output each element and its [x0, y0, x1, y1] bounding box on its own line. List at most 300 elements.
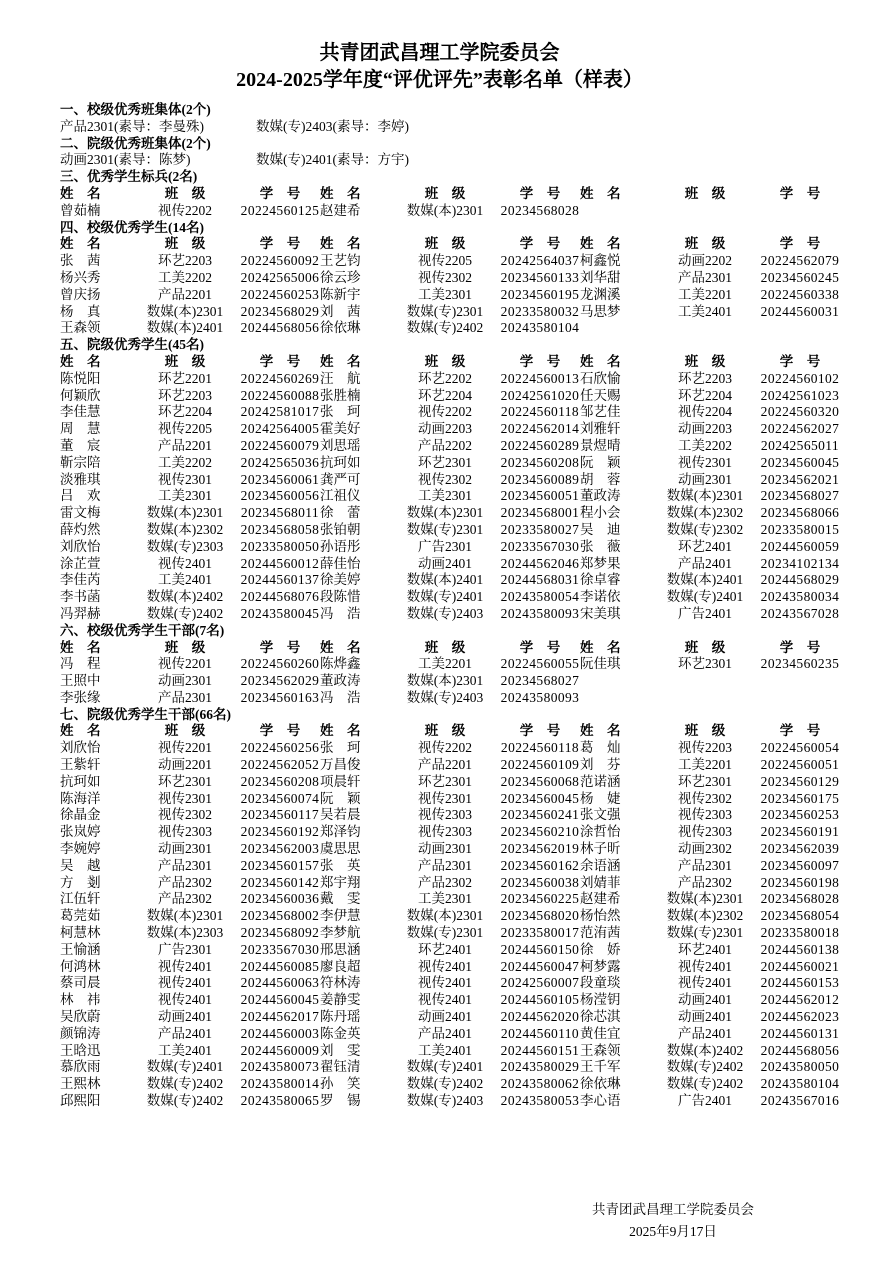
student-id: 20224562079	[760, 253, 840, 269]
student-class: 工美2201	[678, 286, 732, 302]
student-row	[60, 522, 320, 539]
table-column	[320, 354, 580, 623]
student-id: 20234568058	[240, 521, 320, 537]
student-class: 工美2401	[678, 303, 732, 319]
student-row	[320, 606, 580, 623]
student-id: 20234560036	[240, 891, 320, 907]
student-class: 视传2202	[158, 202, 212, 218]
student-id: 20243580093	[500, 689, 580, 705]
student-class: 产品2301	[418, 857, 472, 873]
student-name: 林子昕	[580, 841, 621, 857]
student-id: 20224562027	[760, 421, 840, 437]
student-class: 产品2401	[678, 1025, 732, 1041]
header-class: 班 级	[164, 185, 206, 201]
student-id: 20224560055	[500, 656, 580, 672]
student-class: 数媒(本)2401	[146, 320, 224, 336]
student-class: 动画2301	[418, 841, 472, 857]
student-name: 龙渊溪	[580, 286, 621, 302]
student-id: 20224560256	[240, 740, 320, 756]
table-column	[60, 354, 320, 623]
signature-org: 共青团武昌理工学院委员会	[592, 1202, 754, 1217]
student-class: 数媒(本)2401	[406, 572, 484, 588]
header-class: 班 级	[424, 236, 466, 252]
student-class: 产品2301	[678, 857, 732, 873]
header-student-id: 学 号	[779, 236, 821, 252]
student-id: 20244560131	[760, 1025, 840, 1041]
student-id: 20242564037	[500, 253, 580, 269]
student-id: 20224560338	[760, 286, 840, 302]
student-name: 李张缘	[60, 689, 101, 705]
student-class: 数媒(专)2301	[406, 925, 484, 941]
student-row	[580, 959, 840, 976]
student-name: 薛灼然	[60, 521, 101, 537]
student-name: 宋美琪	[580, 605, 621, 621]
student-id: 20234560045	[760, 454, 840, 470]
student-id: 20243580050	[760, 1059, 840, 1075]
header-student-id: 学 号	[259, 185, 301, 201]
student-row	[320, 371, 580, 388]
student-class: 数媒(专)2302	[666, 521, 744, 537]
student-id: 20234560191	[760, 824, 840, 840]
student-name: 范洧茜	[580, 925, 621, 941]
student-name: 李梦航	[320, 925, 361, 941]
student-row	[320, 774, 580, 791]
student-class: 环艺2201	[158, 370, 212, 386]
student-name: 冯羿赫	[60, 605, 101, 621]
student-row	[580, 992, 840, 1009]
student-row	[60, 1026, 320, 1043]
student-name: 抗珂如	[60, 773, 101, 789]
student-name: 蔡司晨	[60, 975, 101, 991]
student-row	[320, 959, 580, 976]
student-id: 20243567028	[760, 605, 840, 621]
student-id: 20234560097	[760, 857, 840, 873]
student-class: 动画2301	[158, 841, 212, 857]
student-name: 汪 航	[320, 370, 361, 386]
student-class: 产品2301	[158, 689, 212, 705]
student-name: 罗 锡	[320, 1093, 361, 1109]
student-row	[580, 253, 840, 270]
student-class: 数媒(专)2402	[406, 320, 484, 336]
student-id: 20244560063	[240, 975, 320, 991]
student-id: 20234560117	[240, 807, 320, 823]
student-row	[60, 371, 320, 388]
student-row	[580, 572, 840, 589]
student-row	[580, 975, 840, 992]
document-title-block	[0, 0, 879, 94]
student-row	[320, 572, 580, 589]
student-id: 20234568001	[500, 505, 580, 521]
student-row	[580, 505, 840, 522]
student-class: 视传2401	[158, 975, 212, 991]
student-row	[580, 740, 840, 757]
student-row	[60, 908, 320, 925]
student-id: 20234560051	[500, 488, 580, 504]
student-name: 孙语彤	[320, 538, 361, 554]
student-row	[60, 589, 320, 606]
student-id: 20233580018	[760, 925, 840, 941]
student-class: 数媒(本)2301	[406, 505, 484, 521]
student-id: 20224560269	[240, 370, 320, 386]
student-row	[320, 875, 580, 892]
student-row	[60, 925, 320, 942]
student-row	[320, 203, 580, 220]
student-name: 徐 蕾	[320, 505, 361, 521]
student-row	[60, 992, 320, 1009]
student-row	[320, 690, 580, 707]
student-row	[60, 270, 320, 287]
student-id: 20224560125	[240, 202, 320, 218]
student-name: 吴若晨	[320, 807, 361, 823]
student-id: 20244560045	[240, 992, 320, 1008]
student-class: 视传2401	[678, 958, 732, 974]
student-name: 赵建希	[320, 202, 361, 218]
class-collective-item: 产品2301(素导：李曼殊)	[60, 118, 204, 134]
header-name: 姓 名	[320, 236, 361, 252]
student-row	[60, 320, 320, 337]
student-class: 工美2202	[158, 454, 212, 470]
student-id: 20244568076	[240, 589, 320, 605]
student-name: 葛莞茹	[60, 908, 101, 924]
student-row	[60, 656, 320, 673]
student-class: 数媒(专)2401	[146, 1059, 224, 1075]
student-row	[580, 404, 840, 421]
student-row	[60, 1043, 320, 1060]
header-student-id: 学 号	[779, 185, 821, 201]
student-row	[580, 388, 840, 405]
student-name: 郑梦果	[580, 555, 621, 571]
student-class: 数媒(本)2301	[146, 908, 224, 924]
table-header-row	[580, 354, 840, 371]
student-class: 视传2301	[158, 790, 212, 806]
student-id: 20234560208	[240, 773, 320, 789]
student-id: 20243580065	[240, 1093, 320, 1109]
student-class: 数媒(本)2301	[146, 303, 224, 319]
student-id: 20244568029	[760, 572, 840, 588]
student-class: 数媒(专)2403	[406, 1093, 484, 1109]
student-name: 淡雅琪	[60, 471, 101, 487]
header-name: 姓 名	[580, 639, 621, 655]
student-row	[60, 203, 320, 220]
student-name: 王紫轩	[60, 757, 101, 773]
student-id: 20244560009	[240, 1042, 320, 1058]
student-id: 20234568054	[760, 908, 840, 924]
student-class: 数媒(本)2301	[146, 505, 224, 521]
student-row	[580, 421, 840, 438]
student-class: 环艺2204	[158, 404, 212, 420]
student-class: 视传2401	[158, 555, 212, 571]
student-name: 阮 颖	[580, 454, 621, 470]
student-name: 陈丹瑶	[320, 1009, 361, 1025]
student-name: 张胜楠	[320, 387, 361, 403]
header-name: 姓 名	[320, 723, 361, 739]
student-row	[60, 891, 320, 908]
student-row	[60, 287, 320, 304]
student-row	[320, 858, 580, 875]
section-4-table	[60, 236, 855, 337]
student-row	[580, 539, 840, 556]
student-row	[320, 891, 580, 908]
student-class: 视传2301	[158, 471, 212, 487]
student-name: 陈新宇	[320, 286, 361, 302]
student-class: 视传2205	[418, 253, 472, 269]
table-column	[60, 186, 320, 220]
student-name: 吴 迪	[580, 521, 621, 537]
student-id: 20244560150	[500, 941, 580, 957]
student-name: 陈金英	[320, 1025, 361, 1041]
student-row	[60, 572, 320, 589]
student-id: 20243580062	[500, 1076, 580, 1092]
student-row	[60, 774, 320, 791]
student-id: 20234560225	[500, 891, 580, 907]
student-name: 葛 灿	[580, 740, 621, 756]
student-id: 20234560162	[500, 857, 580, 873]
student-name: 马思梦	[580, 303, 621, 319]
student-class: 视传2401	[678, 975, 732, 991]
student-class: 环艺2202	[418, 370, 472, 386]
student-id: 20242564005	[240, 421, 320, 437]
student-name: 徐云珍	[320, 269, 361, 285]
student-id: 20234562029	[240, 673, 320, 689]
student-id: 20234562019	[500, 841, 580, 857]
student-class: 视传2401	[418, 958, 472, 974]
student-class: 工美2301	[418, 488, 472, 504]
table-column	[320, 236, 580, 337]
student-name: 曾茹楠	[60, 202, 101, 218]
sections-container	[0, 94, 879, 1110]
student-id: 20234562039	[760, 841, 840, 857]
student-name: 张 英	[320, 857, 361, 873]
student-class: 视传2401	[158, 958, 212, 974]
header-name: 姓 名	[580, 185, 621, 201]
header-name: 姓 名	[320, 185, 361, 201]
student-row	[320, 807, 580, 824]
student-row	[60, 959, 320, 976]
student-row	[580, 824, 840, 841]
student-id: 20234560253	[760, 807, 840, 823]
student-id: 20234568027	[500, 673, 580, 689]
header-class: 班 级	[684, 353, 726, 369]
student-class: 视传2201	[158, 656, 212, 672]
student-id: 20224560260	[240, 656, 320, 672]
student-name: 冯 程	[60, 656, 101, 672]
student-id: 20244560059	[760, 538, 840, 554]
table-column	[580, 640, 840, 707]
student-name: 李书菡	[60, 589, 101, 605]
student-row	[320, 1076, 580, 1093]
student-class: 产品2401	[418, 1025, 472, 1041]
student-class: 环艺2301	[418, 454, 472, 470]
student-name: 董 宸	[60, 437, 101, 453]
student-name: 胡 蓉	[580, 471, 621, 487]
student-id: 20244568056	[760, 1042, 840, 1058]
header-class: 班 级	[164, 723, 206, 739]
table-header-row	[320, 723, 580, 740]
student-name: 李婉婷	[60, 841, 101, 857]
student-row	[320, 304, 580, 321]
header-student-id: 学 号	[779, 353, 821, 369]
student-id: 20234560045	[500, 790, 580, 806]
table-header-row	[580, 723, 840, 740]
table-column	[320, 640, 580, 707]
student-id: 20234568020	[500, 908, 580, 924]
student-name: 吕 欢	[60, 488, 101, 504]
student-row	[320, 673, 580, 690]
table-column	[580, 354, 840, 623]
student-row	[320, 472, 580, 489]
student-id: 20234568011	[240, 505, 320, 521]
student-name: 李诺依	[580, 589, 621, 605]
student-row	[580, 858, 840, 875]
table-header-row	[580, 186, 840, 203]
student-id: 20234560074	[240, 790, 320, 806]
student-row	[580, 438, 840, 455]
student-row	[60, 505, 320, 522]
student-id: 20234560195	[500, 286, 580, 302]
table-header-row	[580, 236, 840, 253]
header-class: 班 级	[684, 639, 726, 655]
table-header-row	[320, 354, 580, 371]
student-id: 20234560056	[240, 488, 320, 504]
student-row	[580, 1009, 840, 1026]
student-id: 20233580050	[240, 538, 320, 554]
student-name: 景煜晴	[580, 437, 621, 453]
student-id: 20234568028	[500, 202, 580, 218]
student-row	[580, 875, 840, 892]
student-name: 符林涛	[320, 975, 361, 991]
student-row	[60, 740, 320, 757]
student-class: 数媒(本)2303	[146, 925, 224, 941]
student-row	[580, 1093, 840, 1110]
student-class: 环艺2204	[678, 387, 732, 403]
student-name: 杨怡然	[580, 908, 621, 924]
student-class: 视传2303	[418, 824, 472, 840]
student-class: 视传2202	[418, 740, 472, 756]
student-row	[580, 942, 840, 959]
student-row	[320, 1009, 580, 1026]
header-name: 姓 名	[580, 723, 621, 739]
student-class: 数媒(本)2302	[666, 505, 744, 521]
student-class: 动画2301	[158, 673, 212, 689]
student-class: 产品2302	[158, 874, 212, 890]
student-class: 数媒(专)2402	[666, 1076, 744, 1092]
student-name: 张 茜	[60, 253, 101, 269]
student-id: 20243580093	[500, 605, 580, 621]
student-id: 20234560089	[500, 471, 580, 487]
student-name: 江伍轩	[60, 891, 101, 907]
student-id: 20243580104	[500, 320, 580, 336]
student-id: 20233580027	[500, 521, 580, 537]
student-row	[580, 757, 840, 774]
student-name: 刘华甜	[580, 269, 621, 285]
student-name: 赵建希	[580, 891, 621, 907]
student-class: 视传2301	[418, 790, 472, 806]
student-id: 20234568092	[240, 925, 320, 941]
student-class: 动画2401	[158, 1009, 212, 1025]
student-name: 柯慧林	[60, 925, 101, 941]
header-class: 班 级	[424, 723, 466, 739]
student-name: 杨兴秀	[60, 269, 101, 285]
student-class: 数媒(专)2301	[666, 925, 744, 941]
header-class: 班 级	[164, 639, 206, 655]
student-id: 20234568027	[760, 488, 840, 504]
student-row	[60, 438, 320, 455]
student-id: 20224560079	[240, 437, 320, 453]
student-id: 20234560235	[760, 656, 840, 672]
student-row	[320, 975, 580, 992]
student-name: 刘 雯	[320, 1042, 361, 1058]
student-row	[60, 472, 320, 489]
student-row	[580, 1076, 840, 1093]
student-row	[60, 388, 320, 405]
student-row	[320, 757, 580, 774]
student-row	[580, 807, 840, 824]
student-row	[320, 1026, 580, 1043]
student-id: 20244560047	[500, 958, 580, 974]
student-name: 董政涛	[320, 673, 361, 689]
student-row	[60, 606, 320, 623]
student-name: 龚严可	[320, 471, 361, 487]
student-id: 20243580034	[760, 589, 840, 605]
student-id: 20244560137	[240, 572, 320, 588]
student-class: 数媒(专)2301	[406, 303, 484, 319]
header-class: 班 级	[684, 723, 726, 739]
student-name: 杨 婕	[580, 790, 621, 806]
student-name: 刘 茜	[320, 303, 361, 319]
student-class: 工美2301	[158, 488, 212, 504]
student-name: 孙 笑	[320, 1076, 361, 1092]
student-class: 产品2201	[418, 757, 472, 773]
student-row	[320, 824, 580, 841]
student-class: 数媒(专)2403	[406, 605, 484, 621]
table-column	[60, 723, 320, 1109]
student-name: 杨 真	[60, 303, 101, 319]
table-column	[60, 236, 320, 337]
student-class: 数媒(专)2303	[146, 538, 224, 554]
student-id: 20234560133	[500, 269, 580, 285]
student-class: 环艺2204	[418, 387, 472, 403]
table-header-row	[320, 236, 580, 253]
section-7-table	[60, 723, 855, 1109]
student-row	[580, 774, 840, 791]
student-id: 20244560031	[760, 303, 840, 319]
student-class: 动画2401	[418, 555, 472, 571]
student-row	[60, 858, 320, 875]
header-class: 班 级	[424, 639, 466, 655]
student-name: 刘欣怡	[60, 538, 101, 554]
student-name: 林 祎	[60, 992, 101, 1008]
student-row	[60, 539, 320, 556]
student-class: 数媒(专)2402	[146, 1076, 224, 1092]
student-class: 工美2201	[418, 656, 472, 672]
student-name: 李伊慧	[320, 908, 361, 924]
student-id: 20242565006	[240, 269, 320, 285]
student-class: 产品2302	[678, 874, 732, 890]
table-column	[320, 723, 580, 1109]
student-name: 虞思思	[320, 841, 361, 857]
student-class: 视传2303	[678, 824, 732, 840]
student-id: 20234560068	[500, 773, 580, 789]
table-column	[320, 186, 580, 220]
student-row	[320, 942, 580, 959]
student-row	[60, 824, 320, 841]
student-row	[60, 875, 320, 892]
section-6-table	[60, 640, 855, 707]
student-id: 20233580015	[760, 521, 840, 537]
student-row	[580, 1026, 840, 1043]
student-row	[320, 287, 580, 304]
student-row	[320, 1059, 580, 1076]
